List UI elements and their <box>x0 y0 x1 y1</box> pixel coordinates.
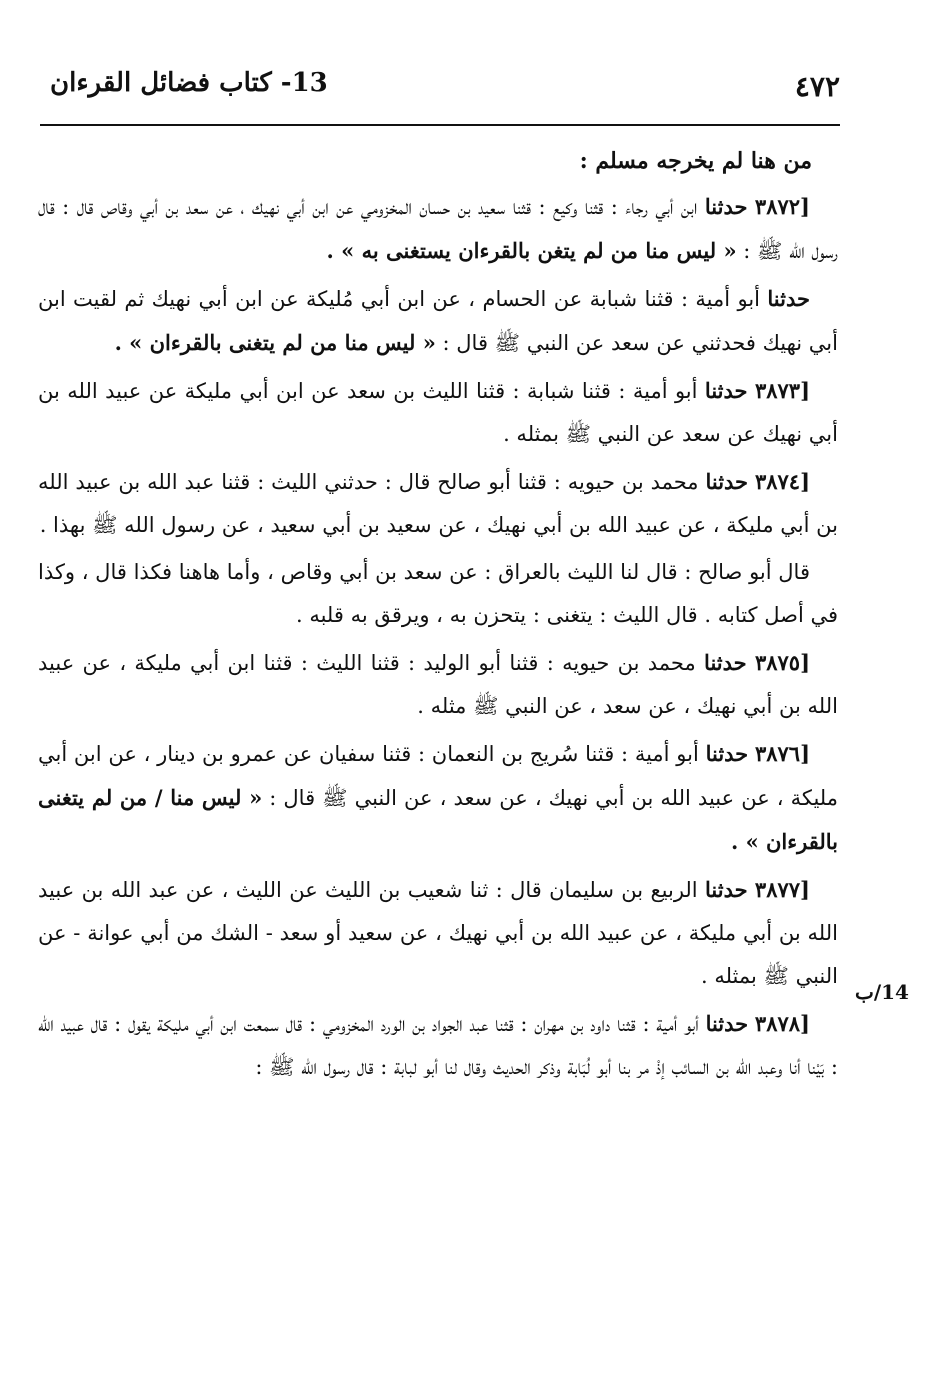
hadith-3874 <box>38 460 838 547</box>
hadith-lead: حدثنا <box>704 877 748 902</box>
hadith-lead: حدثنا <box>704 378 748 403</box>
hadith-text: أبو أمية : قثنا شبابة عن الحسام ، عن ابن أبي مُليكة عن ابن أبي نهيك ثم لقيت ابن أبي نهيك فحدثني عن سعد عن النبي ﷺ قال : <box>38 287 838 355</box>
section-intro: من هنا لم يخرجه مسلم : <box>579 148 812 174</box>
header-rule <box>40 124 840 126</box>
hadith-text: محمد بن حيويه : قثنا أبو صالح قال : حدثني الليث : قثنا عبد الله بن عبيد الله بن أبي مليكة ، عن عبيد الله بن أبي نهيك ، عن سعيد بن أبي سعيد ، عن رسول الله ﷺ بهذا . <box>38 470 838 537</box>
hadith-3877 <box>38 868 838 998</box>
hadith-number: [٣٨٧٧ <box>754 877 810 902</box>
hadith-3875 <box>38 641 838 728</box>
hadith-lead: حدثنا <box>705 1011 749 1036</box>
hadith-3878 <box>38 1002 838 1089</box>
hadith-lead: حدثنا <box>704 194 748 219</box>
note-text: قال أبو صالح : قال لنا الليث بالعراق : عن سعد بن أبي وقاص ، وأما هاهنا فكذا قال ، وكذا في أصل كتابه . قال الليث : يتغنى : يتحزن به ، ويرقق به قلبه . <box>38 560 838 627</box>
hadith-text: أبو أمية : قثنا داود بن مهران : قثنا عبد الجواد بن الورد المخزومي : قال سمعت ابن أبي مليكة يقول : قال عبيد الله : بَيْنا أنا وعبد الله بن السائب إذْ مر بنا أبو لُبَابة وذكر الحديث وقال لنا أبو لبابة : قال رسول الله ﷺ : <box>38 1012 838 1079</box>
hadith-text: ابن أبي رجاء : قثنا وكيع : قثنا سعيد بن حسان المخزومي عن ابن أبي نهيك ، عن سعد بن أبي وقاص قال : قال رسول الله ﷺ : <box>38 195 838 263</box>
hadith-number: [٣٨٧٨ <box>754 1011 810 1036</box>
hadith-number: [٣٨٧٣ <box>754 378 810 403</box>
abu-salih-note <box>38 551 838 637</box>
hadith-text: الربيع بن سليمان قال : ثنا شعيب بن الليث عن الليث ، عن عبد الله بن عبيد الله بن أبي مليكة ، عن عبيد الله بن أبي نهيك ، عن سعيد أو سعد - الشك من أبي عوانة - عن النبي ﷺ بمثله . <box>38 878 838 988</box>
hadith-3872 <box>38 185 838 273</box>
page-header <box>40 60 840 110</box>
hadith-lead: حدثنا <box>704 650 747 675</box>
hadith-lead: حدثنا <box>767 286 810 311</box>
hadith-number: [٣٨٧٦ <box>754 741 810 766</box>
hadith-text: محمد بن حيويه : قثنا أبو الوليد : قثنا الليث : قثنا ابن أبي مليكة ، عن عبيد الله بن أبي نهيك ، عن سعد ، عن النبي ﷺ مثله . <box>38 651 838 718</box>
book-title: 13- كتاب فضائل القرءان <box>50 68 328 98</box>
hadith-text: أبو أمية : قثنا سُريج بن النعمان : قثنا سفيان عن عمرو بن دينار ، عن ابن أبي مليكة ، عن عبيد الله بن أبي نهيك ، عن سعد ، عن النبي ﷺ قال : <box>38 742 839 810</box>
page-number: ٤٧٢ <box>794 70 840 103</box>
hadith-number: [٣٨٧٢ <box>754 194 810 219</box>
hadith-number: [٣٨٧٤ <box>754 469 810 494</box>
hadith-3872-b <box>38 277 838 365</box>
hadith-3876 <box>38 732 838 864</box>
hadith-lead: حدثنا <box>705 741 749 766</box>
hadith-quote: « ليس منا من لم يتغن بالقرءان يستغنى به » . <box>326 238 737 263</box>
hadith-number: [٣٨٧٥ <box>754 650 810 675</box>
hadith-quote: « ليس منا / من لم يتغنى بالقرءان » . <box>38 785 838 854</box>
manuscript-folio-note: 14/ب <box>855 980 909 1004</box>
body-text <box>38 140 838 1093</box>
hadith-text: أبو أمية : قثنا شبابة : قثنا الليث بن سعد عن ابن أبي مليكة عن عبيد الله بن أبي نهيك عن سعد عن النبي ﷺ بمثله . <box>38 379 838 446</box>
hadith-3873 <box>38 369 838 456</box>
hadith-quote: « ليس منا من لم يتغنى بالقرءان » . <box>114 330 436 355</box>
hadith-lead: حدثنا <box>705 469 749 494</box>
